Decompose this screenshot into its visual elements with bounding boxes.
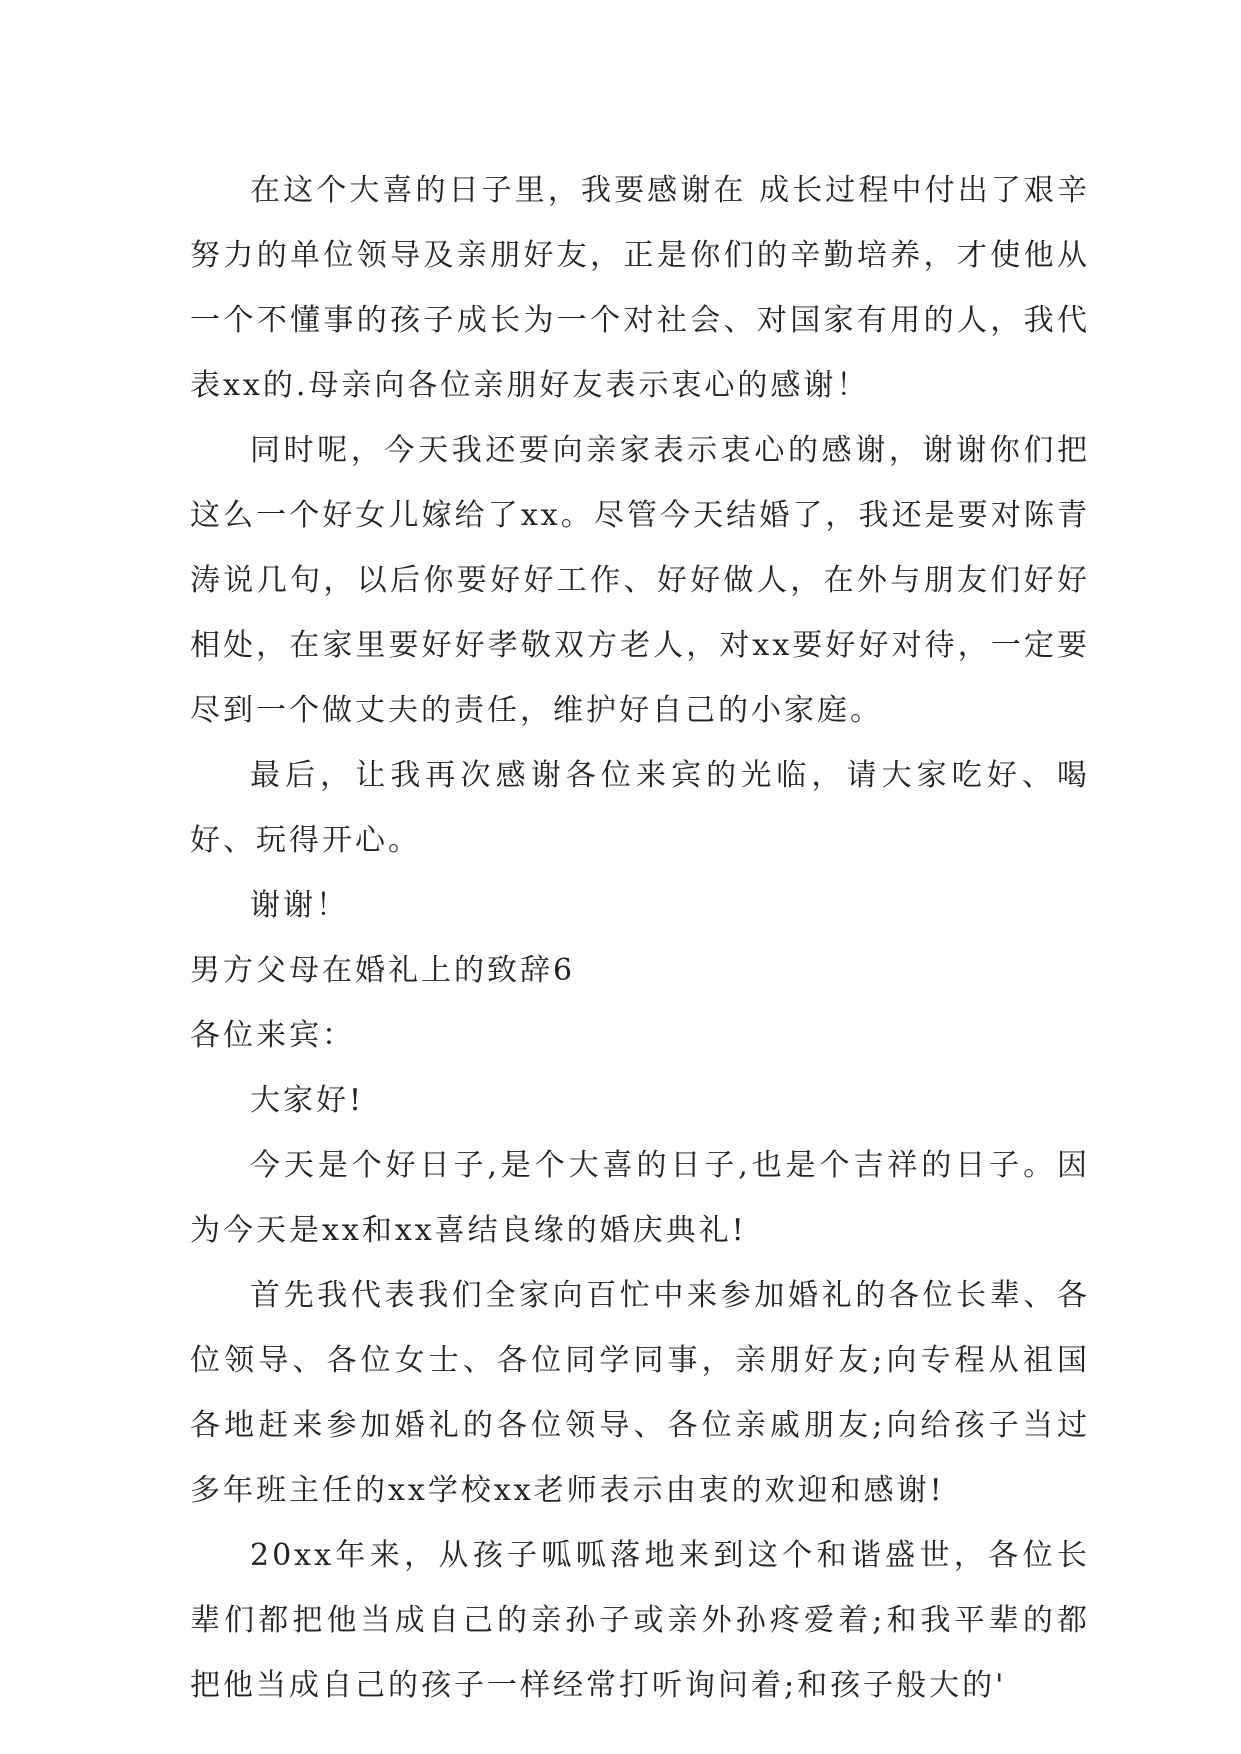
document-body xyxy=(190,158,1090,1718)
paragraph-good-day: 今天是个好日子,是个大喜的日子,也是个吉祥的日子。因为今天是xx和xx喜结良缘的婚庆典礼! xyxy=(190,1148,1090,1248)
paragraph-thank-you: 谢谢！ xyxy=(250,888,349,923)
paragraph-welcome: 首先我代表我们全家向百忙中来参加婚礼的各位长辈、各位领导、各位女士、各位同学同事，亲朋好友;向专程从祖国各地赶来参加婚礼的各位领导、各位亲戚朋友;向给孩子当过多年班主任的xx学校xx老师表示由衷的欢迎和感谢! xyxy=(190,1278,1090,1508)
paragraph-years: 20xx年来，从孩子呱呱落地来到这个和谐盛世，各位长辈们都把他当成自己的亲孙子或亲外孙疼爱着;和我平辈的都把他当成自己的孩子一样经常打听询问着;和孩子般大的' xyxy=(190,1538,1090,1703)
paragraph-greeting: 大家好! xyxy=(250,1083,365,1118)
paragraph-closing: 最后，让我再次感谢各位来宾的光临，请大家吃好、喝好、玩得开心。 xyxy=(190,758,1090,858)
paragraph-thanks-in-laws: 同时呢，今天我还要向亲家表示衷心的感谢，谢谢你们把这么一个好女儿嫁给了xx。尽管今天结婚了，我还是要对陈青涛说几句，以后你要好好工作、好好做人，在外与朋友们好好相处，在家里要好好孝敬双方老人，对xx要好好对待，一定要尽到一个做丈夫的责任，维护好自己的小家庭。 xyxy=(190,433,1090,728)
salutation: 各位来宾： xyxy=(190,1018,355,1053)
section-title: 男方父母在婚礼上的致辞6 xyxy=(190,953,576,988)
paragraph-thanks-family: 在这个大喜的日子里，我要感谢在 成长过程中付出了艰辛努力的单位领导及亲朋好友，正是你们的辛勤培养，才使他从一个不懂事的孩子成长为一个对社会、对国家有用的人，我代表xx的.母亲向各位亲朋好友表示衷心的感谢！ xyxy=(190,173,1090,403)
